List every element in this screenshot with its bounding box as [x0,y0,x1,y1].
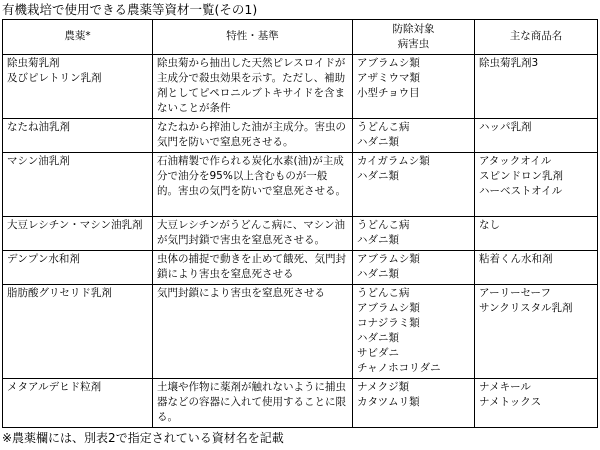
product-item: アタックオイル [479,155,552,167]
product-item: 除虫菊乳剤3 [479,57,539,69]
target-item: アブラムシ類 [357,57,420,69]
cell-feature: 土壌や作物に薬剤が触れないように捕虫器などの容器に入れて使用することに限る。 [153,379,353,428]
footnote: ※農薬欄には、別表2で指定されている資材名を記載 [2,431,284,445]
product-item: ハッパ乳剤 [479,121,532,133]
target-item: ナメクジ類 [357,381,410,393]
cell-target [353,379,475,428]
target-item: うどんこ病 [357,287,410,299]
table-row [3,119,598,153]
cell-pesticide [3,379,153,428]
pesticide-name: 除虫菊乳剤 [7,57,60,69]
header-target [353,20,475,55]
cell-feature: 気門封鎖により害虫を窒息死させる [153,285,353,379]
table-row [3,251,598,285]
cell-target [353,217,475,251]
product-item: 粘着くん水和剤 [479,253,553,265]
table-row [3,379,598,428]
pesticide-name: デンプン水和剤 [7,253,80,265]
target-item: サビダニ [357,347,399,359]
target-item: チャノホコリダニ [357,362,441,374]
cell-pesticide [3,55,153,119]
target-item: アブラムシ類 [357,253,420,265]
pesticide-name: 及びピレトリン乳剤 [7,72,102,84]
table-row [3,153,598,217]
cell-product [475,379,598,428]
header-pesticide: 農薬* [3,20,153,55]
page-title: 有機栽培で使用できる農薬等資材一覧(その1) [2,2,258,17]
cell-target [353,285,475,379]
pesticide-table [2,19,598,428]
header-target-line2: 病害虫 [397,37,430,50]
cell-target [353,153,475,217]
cell-product [475,217,598,251]
product-item: ナメキール [479,381,531,393]
pesticide-name: 脂肪酸グリセリド乳剤 [7,287,112,299]
product-item: スピンドロン乳剤 [479,170,563,182]
cell-feature: 虫体の捕捉で動きを止めて餓死、気門封鎖により害虫を窒息死させる [153,251,353,285]
target-item: アブラムシ類 [357,302,420,314]
target-item: アザミウマ類 [357,72,420,84]
cell-product [475,153,598,217]
target-item: コナジラミ類 [357,317,420,329]
target-item: ハダニ類 [357,268,399,280]
cell-product [475,285,598,379]
product-item: サンクリスタル乳剤 [479,302,573,314]
cell-product [475,251,598,285]
cell-pesticide [3,285,153,379]
target-item: ハダニ類 [357,136,399,148]
cell-feature: 除虫菊から抽出した天然ピレスロイドが主成分で殺虫効果を示す。ただし、補助剤としてピペロニルブトキサイドを含まないことが条件 [153,55,353,119]
target-item: ハダニ類 [357,170,399,182]
cell-target [353,119,475,153]
product-item: ハーベストオイル [479,185,563,197]
target-item: ハダニ類 [357,332,399,344]
cell-product [475,119,598,153]
table-header-row [3,20,598,55]
cell-feature: 石油精製で作られる炭化水素(油)が主成分で油分を95%以上含むものが一般的。害虫の気門を防いで窒息死させる。 [153,153,353,217]
product-item: アーリーセーフ [479,287,552,299]
cell-pesticide [3,251,153,285]
table-row [3,217,598,251]
cell-feature: なたねから搾油した油が主成分。害虫の気門を防いで窒息死させる。 [153,119,353,153]
product-item: なし [479,219,500,231]
target-item: カタツムリ類 [357,396,420,408]
cell-target [353,55,475,119]
product-item: ナメトックス [479,396,542,408]
header-target-line1: 防除対象 [392,22,435,35]
table-row [3,285,598,379]
header-feature: 特性・基準 [153,20,353,55]
cell-pesticide: 大豆レシチン・マシン油乳剤 [3,217,153,251]
table-row [3,55,598,119]
target-item: うどんこ病 [357,121,410,133]
cell-target [353,251,475,285]
pesticide-name: なたね油乳剤 [7,121,70,133]
cell-pesticide [3,119,153,153]
target-item: カイガラムシ類 [357,155,430,167]
cell-feature: 大豆レシチンがうどんこ病に、マシン油が気門封鎖で害虫を窒息死させる。 [153,217,353,251]
cell-pesticide [3,153,153,217]
target-item: うどんこ病 [357,219,410,231]
target-item: ハダニ類 [357,234,399,246]
pesticide-name: マシン油乳剤 [7,155,70,167]
header-product: 主な商品名 [475,20,598,55]
cell-product [475,55,598,119]
pesticide-name: メタアルデヒド粒剤 [7,381,102,393]
target-item: 小型チョウ目 [357,87,420,99]
